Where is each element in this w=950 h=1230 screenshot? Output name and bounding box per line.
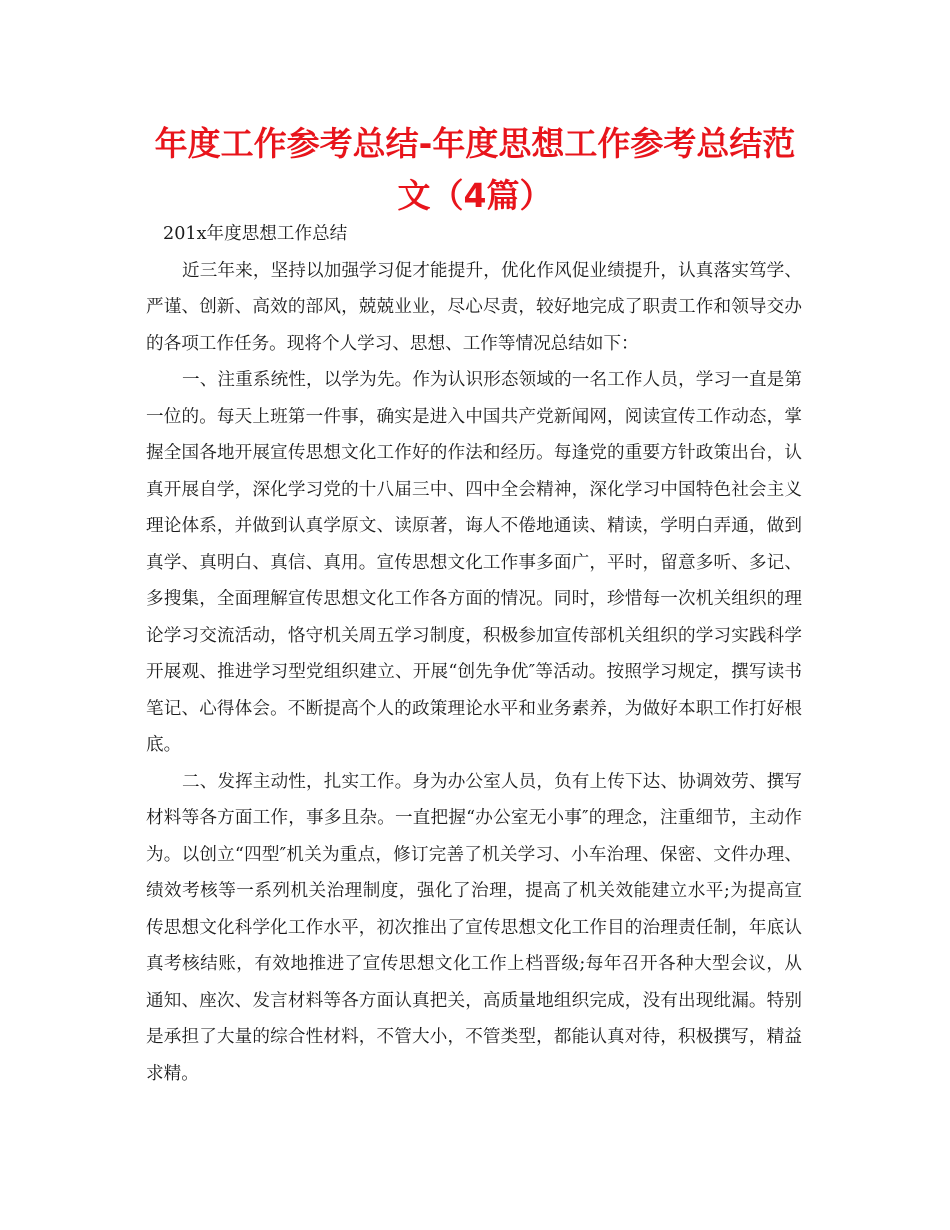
paragraph-section-1: 一、注重系统性，以学为先。作为认识形态领域的一名工作人员，学习一直是第一位的。每天上班第一件事，确实是进入中国共产党新闻网，阅读宣传工作动态，掌握全国各地开展宣传思想文化工作好的作法和经历。每逢党的重要方针政策出台，认真开展自学，深化学习党的十八届三中、四中全会精神，深化学习中国特色社会主义理论体系，并做到认真学原文、读原著，诲人不倦地通读、精读，学明白弄通，做到真学、真明白、真信、真用。宣传思想文化工作事多面广，平时，留意多听、多记、多搜集，全面理解宣传思想文化工作各方面的情况。同时，珍惜每一次机关组织的理论学习交流活动，恪守机关周五学习制度，积极参加宣传部机关组织的学习实践科学开展观、推进学习型党组织建立、开展“创先争优″等活动。按照学习规定，撰写读书笔记、心得体会。不断提高个人的政策理论水平和业务素养，为做好本职工作打好根底。 — [146, 370, 802, 755]
paragraph-intro: 近三年来，坚持以加强学习促才能提升，优化作风促业绩提升，认真落实笃学、严谨、创新、高效的部风，兢兢业业，尽心尽责，较好地完成了职责工作和领导交办的各项工作任务。现将个人学习、思想、工作等情况总结如下： — [146, 260, 802, 354]
document-subtitle: 201x年度思想工作总结 — [163, 224, 348, 244]
paragraph-section-2: 二、发挥主动性，扎实工作。身为办公室人员，负有上传下达、协调效劳、撰写材料等各方面工作，事多且杂。一直把握“办公室无小事″的理念，注重细节，主动作为。以创立“四型″机关为重点，修订完善了机关学习、小车治理、保密、文件办理、绩效考核等一系列机关治理制度，强化了治理，提高了机关效能建立水平;为提高宣传思想文化科学化工作水平，初次推出了宣传思想文化工作目的治理责任制，年底认真考核结账，有效地推进了宣传思想文化工作上档晋级;每年召开各种大型会议，从通知、座次、发言材料等各方面认真把关，高质量地组织完成，没有出现纰漏。特别是承担了大量的综合性材料，不管大小，不管类型，都能认真对待，积极撰写，精益求精。 — [146, 771, 802, 1084]
document-body — [146, 216, 802, 1092]
document-title: 年度工作参考总结-年度思想工作参考总结范文（4篇） — [154, 124, 796, 215]
